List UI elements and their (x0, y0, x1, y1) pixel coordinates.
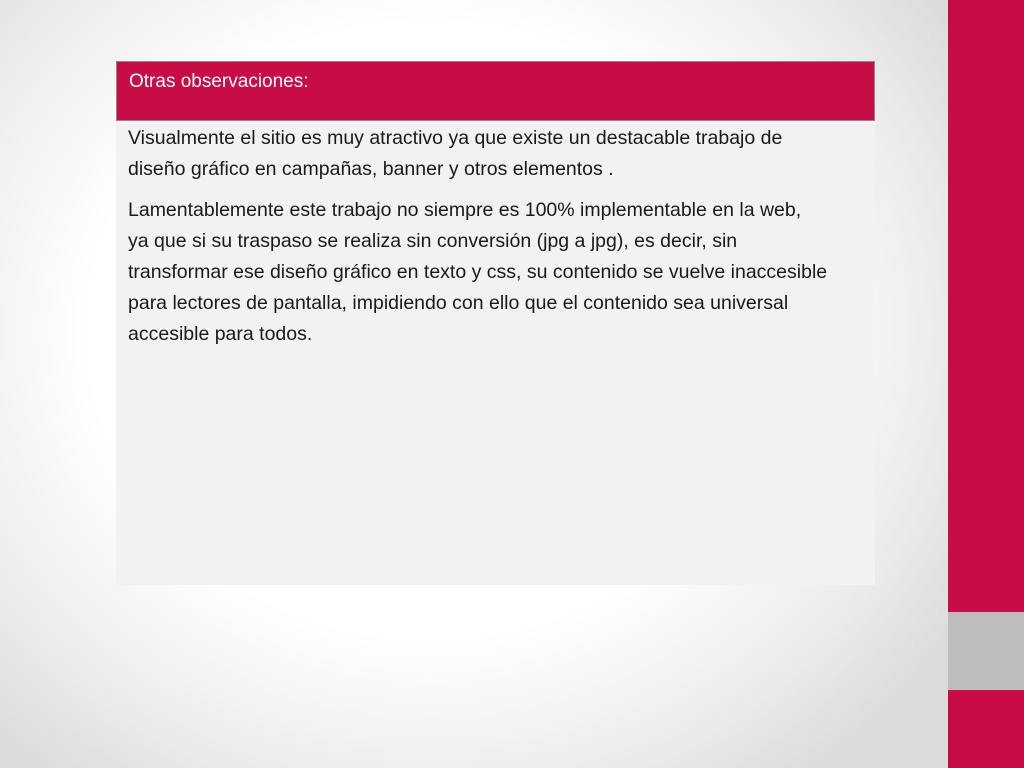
paragraph-line: transformar ese diseño gráfico en texto y css, su contenido se vuelve inaccesible (128, 261, 828, 283)
paragraph-line: ya que si su traspaso se realiza sin conversión (jpg a jpg), es decir, sin (128, 230, 738, 252)
side-band-top (948, 0, 1024, 612)
paragraph-line: para lectores de pantalla, impidiendo con ello que el contenido sea universal (128, 292, 789, 314)
paragraph-line: Visualmente el sitio es muy atractivo ya que existe un destacable trabajo de (128, 127, 783, 149)
side-band-bottom (948, 690, 1024, 768)
table-header-text: Otras observaciones: (129, 71, 309, 92)
table-header (116, 61, 875, 121)
side-band-gray (948, 612, 1024, 690)
observations-table (116, 61, 875, 585)
table-body (128, 123, 868, 350)
paragraph-line: diseño gráfico en campañas, banner y otros elementos . (128, 158, 614, 180)
paragraph-line: accesible para todos. (128, 323, 313, 345)
paragraph-line: Lamentablemente este trabajo no siempre es 100% implementable en la web, (128, 199, 802, 221)
paragraph-2 (128, 195, 868, 350)
paragraph-1 (128, 123, 868, 185)
